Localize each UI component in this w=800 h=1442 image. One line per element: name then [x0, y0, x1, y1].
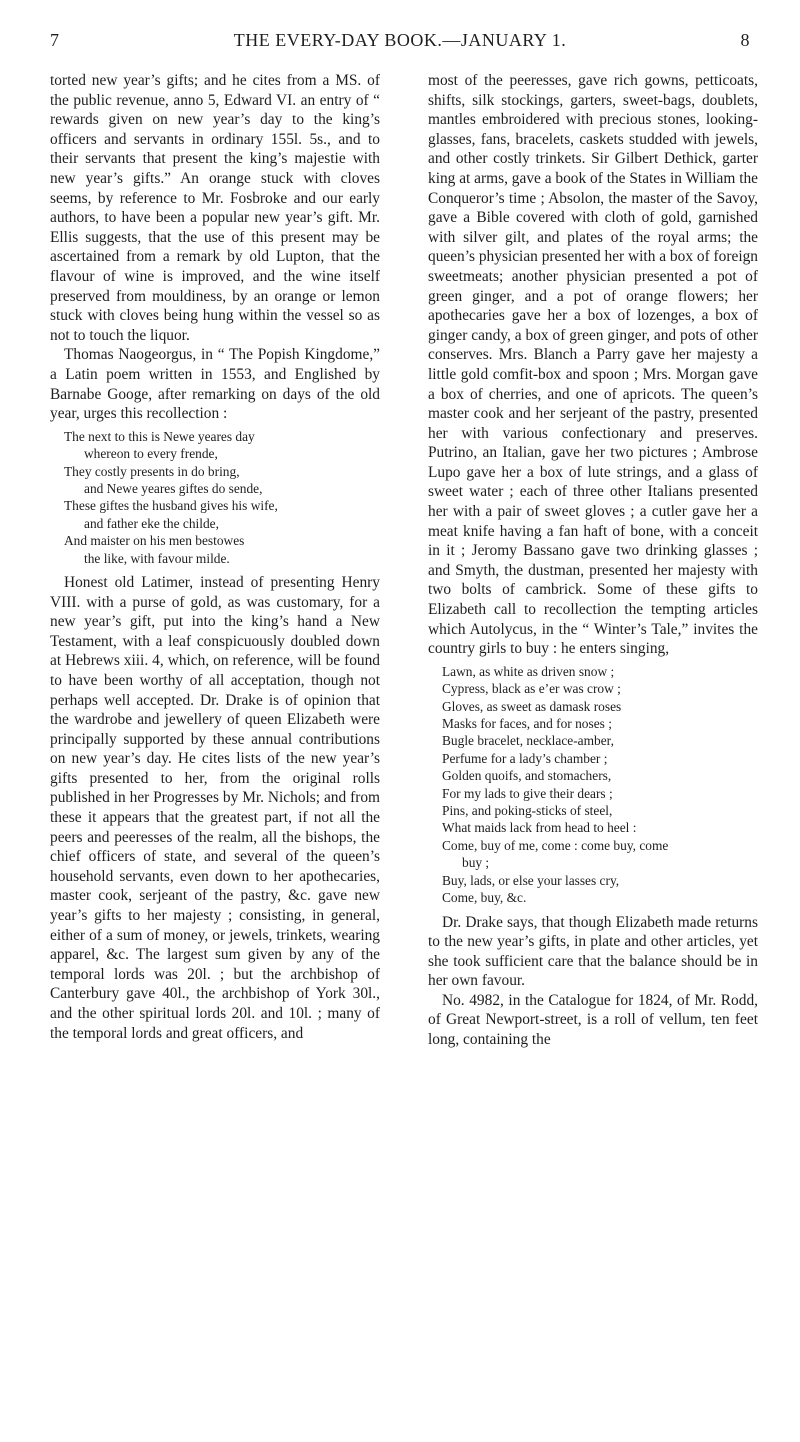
verse-line: These giftes the husband gives his wife,: [64, 498, 278, 514]
verse-quote: [442, 663, 758, 907]
verse-line: The next to this is Newe yeares day: [64, 428, 255, 444]
verse-line: Come, buy of me, come : come buy, come: [442, 837, 669, 853]
paragraph: most of the peeresses, gave rich gowns, petticoats, shifts, silk stockings, garters, sweet-bags, doublets, mantles embroidered with precious stones, looking-glasses, fans, bracelets, caskets studded with jewels, and other costly trinkets. Sir Gilbert Dethick, garter king at arms, gave a book of the States in William the Conqueror’s time ; Absolon, the master of the Savoy, gave a Bible covered with cloth of gold, garnished with silver gilt, and plates of the royal arms; the queen’s physician presented her with a box of foreign sweetmeats; another physician presented a pot of green ginger, and a pot of orange flowers; her apothecaries gave her a box of lozenges, a box of ginger candy, a box of green ginger, and pots of other conserves. Mrs. Blanch a Parry gave her majesty a little gold comfit-box and spoon ; Mrs. Morgan gave a box of cherries, and one of apricots. The queen’s master cook and her serjeant of the pastry, presented her with various confectionary and preserves. Putrino, an Italian, gave her two pictures ; Ambrose Lupo gave her a box of lute strings, and a glass of sweet water ; each of three other Italians presented her with a pair of sweet gloves ; a cutler gave her a meat knife having a fan haft of bone, with a conceit in it ; Jeromy Bassano gave two drinking glasses ; and Smyth, the dustman, presented her majesty with two bolts of cambrick. Some of these gifts to Elizabeth call to recollection the tempting articles which Autolycus, in the “ Winter’s Tale,” invites the country girls to buy : he enters singing,: [428, 72, 758, 658]
left-page-number: 7: [50, 30, 60, 50]
running-title: THE EVERY-DAY BOOK.—JANUARY 1.: [233, 30, 567, 50]
verse-line: Golden quoifs, and stomachers,: [442, 768, 612, 784]
verse-line: For my lads to give their dears ;: [442, 785, 613, 801]
verse-line: Come, buy, &c.: [442, 890, 527, 906]
verse-line: They costly presents in do bring,: [64, 463, 240, 479]
paragraph: Dr. Drake says, that though Elizabeth made returns to the new year’s gifts, in plate and other articles, yet she took sufficient care that the balance should be in her own favour.: [428, 913, 758, 990]
verse-line: What maids lack from head to heel :: [442, 820, 637, 836]
verse-line: the like, with favour milde.: [84, 550, 230, 566]
verse-line: Gloves, as sweet as damask roses: [442, 698, 622, 714]
verse-line: whereon to every frende,: [84, 446, 218, 462]
verse-line: buy ;: [462, 855, 490, 871]
verse-line: Lawn, as white as driven snow ;: [442, 663, 615, 679]
left-column: [50, 71, 380, 1431]
paragraph: torted new year’s gifts; and he cites from a MS. of the public revenue, anno 5, Edward VI. an entry of “ rewards given on new year’s day to the king’s officers and servants in ordinary 155l. 5s., and to their servants that present the king’s majestie with new year’s gifts.” An orange stuck with cloves seems, by reference to Mr. Fosbroke and our early authors, to have been a popular new year’s gift. Mr. Ellis suggests, that the use of this present may be ascertained from a remark by old Lupton, that the flavour of wine is improved, and the wine itself preserved from mouldiness, by an orange or lemon stuck with cloves being hung within the vessel so as not to touch the liquor.: [50, 72, 380, 344]
verse-line: Cypress, black as e’er was crow ;: [442, 681, 621, 697]
paragraph: Thomas Naogeorgus, in “ The Popish Kingdome,” a Latin poem written in 1553, and Englished by Barnabe Googe, after remarking on days of the old year, urges this recollection :: [50, 346, 380, 423]
verse-line: Buy, lads, or else your lasses cry,: [442, 872, 620, 888]
running-header: [50, 30, 750, 58]
verse-quote: [64, 428, 380, 567]
verse-line: Pins, and poking-sticks of steel,: [442, 803, 613, 819]
right-page-number: 8: [740, 30, 750, 50]
paragraph: No. 4982, in the Catalogue for 1824, of Mr. Rodd, of Great Newport-street, is a roll of vellum, ten feet long, containing the: [428, 991, 758, 1049]
verse-line: and Newe yeares giftes do sende,: [84, 480, 263, 496]
paragraph: Honest old Latimer, instead of presenting Henry VIII. with a purse of gold, as was customary, for a new year’s gift, put into the king’s hand a New Testament, with a leaf conspicuously doubled down at Hebrews xiii. 4, which, on reference, will be found to have been worthy of all acceptation, though not perhaps well accepted. Dr. Drake is of opinion that the wardrobe and jewellery of queen Elizabeth were principally supported by these annual contributions on new year’s day. He cites lists of the new year’s gifts presented to her, from the original rolls published in her Progresses by Mr. Nichols; and from these it appears that the greatest part, if not all the peers and peeresses of the realm, all the bishops, the chief officers of state, and several of the queen’s household servants, even down to her apothecaries, master cook, serjeant of the pastry, &c. gave new year’s gifts to her majesty ; consisting, in general, either of a sum of money, or jewels, trinkets, wearing apparel, &c. The largest sum given by any of the temporal lords was 20l. ; but the archbishop of Canterbury gave 40l., the archbishop of York 30l., and the other spiritual lords 20l. and 10l. ; many of the temporal lords and great officers, and: [50, 573, 380, 1042]
verse-line: and father eke the childe,: [84, 515, 219, 531]
verse-line: Perfume for a lady’s chamber ;: [442, 750, 608, 766]
verse-line: Bugle bracelet, necklace-amber,: [442, 733, 614, 749]
right-column: [428, 71, 758, 1431]
verse-line: Masks for faces, and for noses ;: [442, 716, 612, 732]
verse-line: And maister on his men bestowes: [64, 533, 245, 549]
